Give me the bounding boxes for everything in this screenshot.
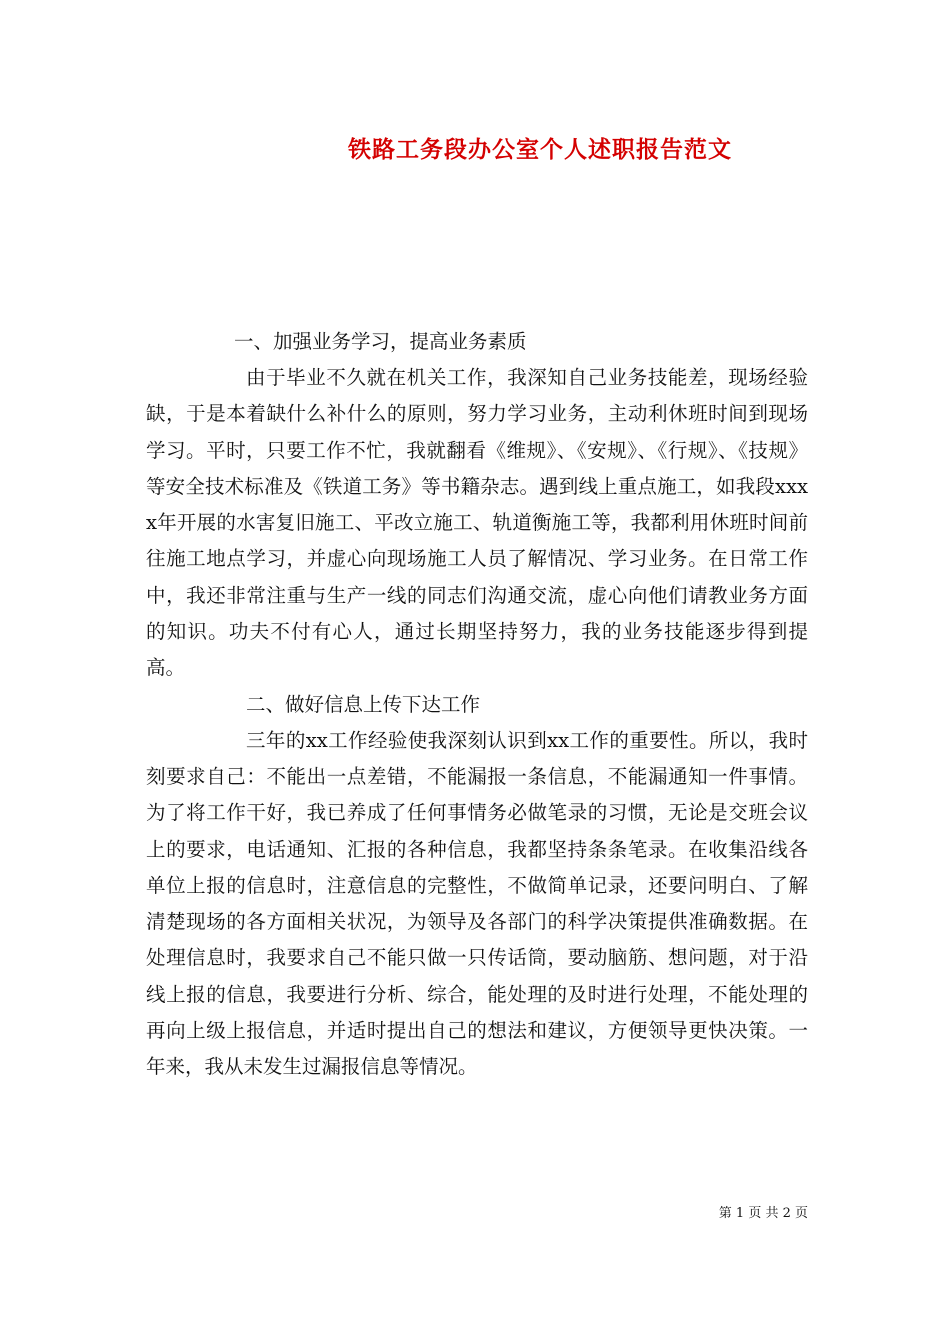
section-heading-1: 一、加强业务学习，提高业务素质 [234,330,527,353]
section-paragraph-1: 由于毕业不久就在机关工作，我深知自己业务技能差，现场经验缺，于是本着缺什么补什么的原则，努力学习业务，主动利休班时间到现场学习。平时，只要工作不忙，我就翻看《维规》、《安规》、《行规》、《技规》等安全技术标准及《铁道工务》等书籍杂志。遇到线上重点施工，如我段xxxx年开展的水害复旧施工、平改立施工、轨道衡施工等，我都利用休班时间前往施工地点学习，并虚心向现场施工人员了解情况、学习业务。在日常工作中，我还非常注重与生产一线的同志们沟通交流，虚心向他们请教业务方面的知识。功夫不付有心人，通过长期坚持努力，我的业务技能逐步得到提高。 [146,366,808,680]
section-paragraph-2: 三年的xx工作经验使我深刻认识到xx工作的重要性。所以，我时刻要求自己：不能出一点差错，不能漏报一条信息，不能漏通知一件事情。为了将工作干好，我已养成了任何事情务必做笔录的习惯，无论是交班会议上的要求，电话通知、汇报的各种信息，我都坚持条条笔录。在收集沿线各单位上报的信息时，注意信息的完整性，不做简单记录，还要问明白、了解清楚现场的各方面相关状况，为领导及各部门的科学决策提供准确数据。在处理信息时，我要求自己不能只做一只传话筒，要动脑筋、想问题，对于沿线上报的信息，我要进行分析、综合，能处理的及时进行处理，不能处理的再向上级上报信息，并适时提出自己的想法和建议，方便领导更快决策。一年来，我从未发生过漏报信息等情况。 [146,728,808,1079]
document-body [146,324,808,1086]
document-title: 铁路工务段办公室个人述职报告范文 [348,136,732,163]
section-heading-2: 二、做好信息上传下达工作 [246,692,481,716]
page-footer: 第 1 页 共 2 页 [718,1206,808,1221]
